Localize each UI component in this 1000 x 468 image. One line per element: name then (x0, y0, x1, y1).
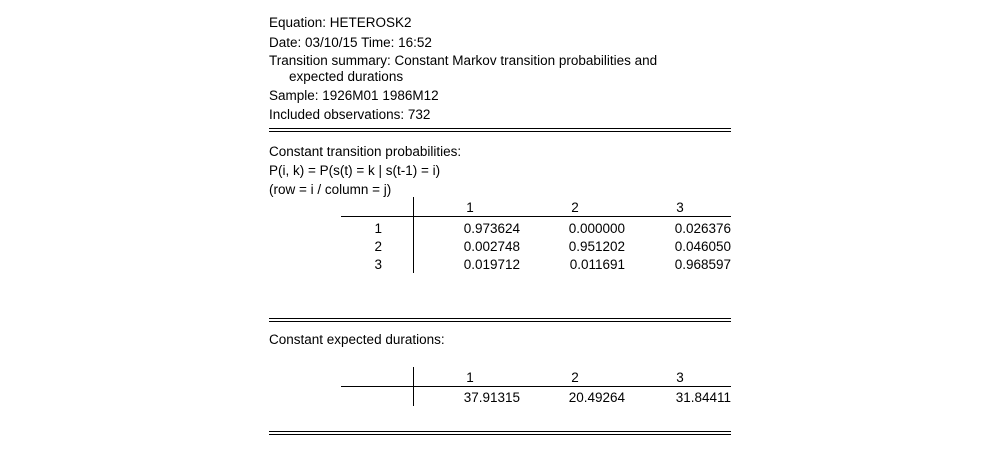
row-label: 1 (374, 221, 382, 236)
table-cell: 31.84411 (675, 390, 731, 405)
table-cell: 0.046050 (674, 239, 731, 254)
row-label: 3 (374, 257, 382, 272)
table-divider (413, 197, 414, 273)
summary-title-line2: expected durations (289, 69, 404, 84)
column-header-2: 2 (571, 200, 579, 215)
double-rule-mid-a (269, 318, 731, 319)
table-cell: 0.019712 (463, 257, 520, 272)
date-time-label: Date: 03/10/15 Time: 16:52 (269, 35, 432, 50)
summary-title-line1: Transition summary: Constant Markov transition probabilities and (269, 53, 658, 68)
row-label: 2 (374, 239, 382, 254)
double-rule-mid-b (269, 321, 731, 322)
sample-label: Sample: 1926M01 1986M12 (269, 88, 439, 103)
table-header-rule (341, 386, 731, 387)
table-cell: 0.002748 (463, 239, 520, 254)
column-header-1: 1 (466, 200, 474, 215)
table-cell: 0.000000 (568, 221, 625, 236)
table-cell: 0.011691 (569, 257, 625, 272)
table-cell: 0.951202 (568, 239, 625, 254)
table-cell: 0.973624 (463, 221, 520, 236)
table-cell: 37.91315 (463, 390, 520, 405)
column-header-1: 1 (466, 370, 474, 385)
table-header-rule (341, 216, 731, 217)
durations-heading: Constant expected durations: (269, 332, 445, 347)
double-rule-bottom-b (269, 434, 731, 435)
column-header-2: 2 (571, 370, 579, 385)
table-cell: 20.49264 (568, 390, 625, 405)
table-cell: 0.968597 (674, 257, 731, 272)
observations-label: Included observations: 732 (269, 107, 431, 122)
transition-formula: P(i, k) = P(s(t) = k | s(t-1) = i) (269, 163, 441, 178)
double-rule-top-b (269, 131, 731, 132)
double-rule-bottom-a (269, 431, 731, 432)
column-header-3: 3 (676, 200, 684, 215)
column-header-3: 3 (676, 370, 684, 385)
transition-heading: Constant transition probabilities: (269, 144, 462, 159)
table-cell: 0.026376 (674, 221, 731, 236)
double-rule-top-a (269, 128, 731, 129)
equation-label: Equation: HETEROSK2 (269, 15, 412, 30)
transition-note: (row = i / column = j) (269, 182, 392, 197)
